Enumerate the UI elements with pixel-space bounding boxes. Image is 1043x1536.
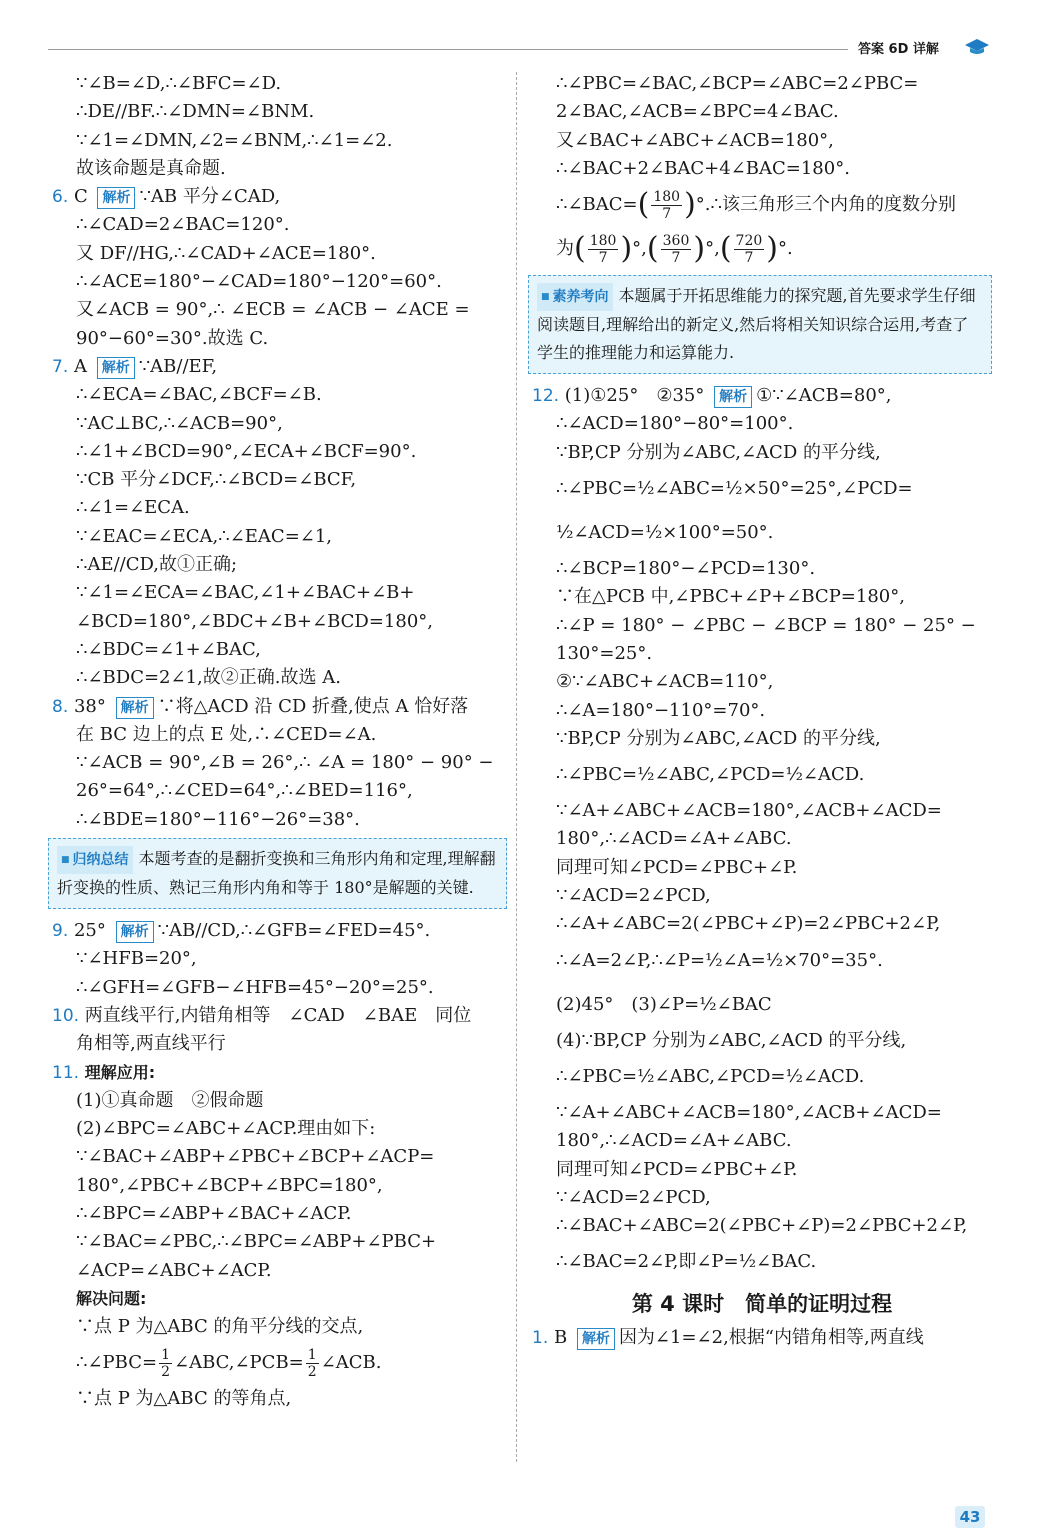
- text-line: 90°−60°=30°.故选 C.: [76, 327, 269, 349]
- text-line: ∴∠BDE=180°−116°−26°=38°.: [76, 808, 360, 830]
- text-line: ∵点 P 为△ABC 的角平分线的交点,: [76, 1316, 364, 1338]
- numerator: 180: [589, 232, 617, 249]
- text-line: 又∠ACB = 90°,∴ ∠ECB = ∠ACB − ∠ACE =: [76, 299, 470, 321]
- text-line: ∴∠PBC=½∠ABC,∠PCD=½∠ACD.: [556, 764, 865, 786]
- text-line: ∵在△PCB 中,∠PBC+∠P+∠BCP=180°,: [556, 586, 905, 608]
- section-label: 理解应用:: [84, 1062, 156, 1082]
- summary-box-text: 本题考查的是翻折变换和三角形内角和定理,理解翻折变换的性质、熟记三角形内角和等于 180°是解题的关键.: [57, 849, 496, 898]
- analysis-tag: 解析: [97, 357, 135, 379]
- question-number: 10.: [52, 1005, 80, 1026]
- answer: B: [553, 1327, 568, 1349]
- analysis-tag: 解析: [714, 386, 752, 408]
- text-segment: ∴∠PBC=: [76, 1352, 158, 1374]
- question-6: [52, 183, 507, 211]
- text-line: ∴∠BDC=2∠1,故②正确.故选 A.: [76, 667, 341, 689]
- text-line: ∴∠BCP=180°−∠PCD=130°.: [556, 558, 816, 580]
- denominator: 2: [161, 1363, 170, 1380]
- text-line: ∵BP,CP 分别为∠ABC,∠ACD 的平分线,: [556, 727, 881, 749]
- text-line: 180°,∴∠ACD=∠A+∠ABC.: [556, 1130, 792, 1152]
- text-line: ①∵∠ACB=80°,: [756, 385, 892, 407]
- text-segment: ∠ACB.: [320, 1352, 382, 1374]
- answer: C: [73, 186, 88, 208]
- question-number: 1.: [532, 1328, 549, 1349]
- question-9: [52, 917, 507, 945]
- page-number: 43: [955, 1506, 985, 1528]
- text-line: ∵AB 平分∠CAD,: [139, 186, 281, 208]
- text-line: ∴∠PBC=∠BAC,∠BCP=∠ABC=2∠PBC=: [556, 73, 919, 94]
- fraction: [661, 233, 692, 266]
- denominator: 2: [307, 1363, 317, 1380]
- text-line: ∴∠ACD=180°−80°=100°.: [556, 413, 794, 435]
- numerator: 360: [662, 232, 690, 249]
- text-line: ∴∠A+∠ABC=2(∠PBC+∠P)=2∠PBC+2∠P,: [556, 913, 941, 935]
- column-divider: [516, 72, 517, 1462]
- text-segment: ∴∠BAC=: [556, 194, 638, 216]
- graduation-cap-icon: [964, 38, 990, 56]
- text-line: ∴∠BAC=2∠P,即∠P=½∠BAC.: [556, 1251, 817, 1273]
- analysis-tag: 解析: [116, 697, 154, 719]
- text-line: 26°=64°,∴∠CED=64°,∴∠BED=116°,: [76, 780, 413, 802]
- question-number: 8.: [52, 696, 69, 717]
- paren: ): [620, 231, 633, 267]
- text-line: ∵AB//EF,: [138, 355, 218, 377]
- numerator: 1: [161, 1346, 170, 1363]
- text-line: 2∠BAC,∠ACB=∠BPC=4∠BAC.: [556, 101, 839, 123]
- text-line: ∵∠BAC=∠PBC,∴∠BPC=∠ABP+∠PBC+: [76, 1231, 437, 1253]
- question-number: 11.: [52, 1062, 80, 1083]
- fraction: [588, 233, 619, 266]
- right-column: [532, 70, 992, 1353]
- header-title: 答案 6D 详解: [858, 42, 939, 57]
- denominator: 7: [671, 249, 681, 266]
- text-line: ∴∠GFH=∠GFB−∠HFB=45°−20°=25°.: [76, 976, 434, 998]
- text-line: 两直线平行,内错角相等 ∠CAD ∠BAE 同位: [84, 1004, 472, 1026]
- analysis-tag: 解析: [577, 1328, 615, 1350]
- text-line: (2)∠BPC=∠ABC+∠ACP.理由如下:: [76, 1118, 376, 1140]
- analysis-tag: 解析: [116, 921, 154, 943]
- text-line: ∵AB//CD,∴∠GFB=∠FED=45°.: [157, 920, 431, 942]
- text-line: ∴∠PBC=½∠ABC=½×50°=25°,∠PCD=: [556, 478, 913, 500]
- text-line: ∴∠BAC+∠ABC=2(∠PBC+∠P)=2∠PBC+2∠P,: [556, 1215, 968, 1237]
- text-line: 又 DF//HG,∴∠CAD+∠ACE=180°.: [76, 242, 376, 264]
- numerator: 180: [653, 188, 681, 205]
- text-line: ∴∠BAC+2∠BAC+4∠BAC=180°.: [556, 157, 850, 179]
- text-line: 同理可知∠PCD=∠PBC+∠P.: [556, 856, 798, 878]
- text-line: ∵∠1=∠ECA=∠BAC,∠1+∠BAC+∠B+: [76, 582, 415, 604]
- text-line: (2)45° (3)∠P=½∠BAC: [556, 993, 772, 1015]
- text-line: ∵AC⊥BC,∴∠ACB=90°,: [76, 412, 283, 434]
- answer: 25°: [73, 920, 106, 942]
- text-line: 同理可知∠PCD=∠PBC+∠P.: [556, 1158, 798, 1180]
- text-segment: ∠ABC,∠PCB=: [173, 1352, 304, 1374]
- text-line: 又∠BAC+∠ABC+∠ACB=180°,: [556, 129, 834, 151]
- text-line: 因为∠1=∠2,根据“内错角相等,两直线: [618, 1327, 924, 1349]
- text-line: ∠BCD=180°,∠BDC+∠B+∠BCD=180°,: [76, 610, 434, 632]
- text-segment: °.∴该三角形三个内角的度数分别: [695, 194, 956, 216]
- paren: ): [693, 231, 706, 267]
- answer: (1)①25° ②35°: [564, 385, 705, 407]
- summary-box: [48, 838, 507, 909]
- text-line: ∴∠A=2∠P,∴∠P=½∠A=½×70°=35°.: [556, 949, 883, 971]
- paren: (: [646, 231, 659, 267]
- question-10: [52, 1002, 507, 1030]
- fraction: [734, 233, 765, 266]
- text-line: 角相等,两直线平行: [76, 1033, 226, 1055]
- text-line: 故该命题是真命题.: [76, 157, 226, 179]
- text-line: (1)①真命题 ②假命题: [76, 1089, 264, 1111]
- text-line: ∵将△ACD 沿 CD 折叠,使点 A 恰好落: [157, 695, 469, 717]
- question-11: [52, 1059, 507, 1087]
- numerator: 720: [735, 232, 763, 249]
- text-line: ∴∠P = 180° − ∠PBC − ∠BCP = 180° − 25° −: [556, 614, 976, 636]
- literacy-box-title: ■ 素养考向: [537, 283, 613, 311]
- text-line: ∵∠1=∠DMN,∠2=∠BNM,∴∠1=∠2.: [76, 129, 393, 151]
- literacy-box: [528, 275, 992, 374]
- text-line: ∴∠1+∠BCD=90°,∠ECA+∠BCF=90°.: [76, 440, 417, 462]
- question-8: [52, 693, 507, 721]
- text-line: ②∵∠ABC+∠ACB=110°,: [556, 671, 774, 693]
- text-line: ∴∠A=180°−110°=70°.: [556, 699, 766, 721]
- text-line: ∵CB 平分∠DCF,∴∠BCD=∠BCF,: [76, 469, 357, 491]
- fraction-line: [52, 1341, 507, 1385]
- text-line: ∵∠EAC=∠ECA,∴∠EAC=∠1,: [76, 525, 333, 547]
- denominator: 7: [744, 249, 754, 266]
- question-number: 7.: [52, 356, 69, 377]
- text-line: ∴∠BDC=∠1+∠BAC,: [76, 638, 261, 660]
- paren: (: [637, 187, 650, 223]
- question-12: [532, 382, 992, 410]
- numerator: 1: [307, 1346, 317, 1363]
- paren: ): [684, 187, 696, 223]
- text-segment: 为: [556, 238, 574, 260]
- text-line: ∵∠ACD=2∠PCD,: [556, 1186, 711, 1208]
- fraction-line: 为( $\frac{180}{7}$ )°,( $\frac{360}{7}$ )°,( $\frac{720}{7}$ )°.: [556, 231, 793, 267]
- text-line: ∴AE//CD,故①正确;: [76, 554, 238, 576]
- paren: (: [574, 231, 586, 267]
- text-line: ∵∠HFB=20°,: [76, 948, 197, 970]
- text-line: ∵∠ACB = 90°,∠B = 26°,∴ ∠A = 180° − 90° −: [76, 752, 494, 774]
- text-line: ∴∠1=∠ECA.: [76, 497, 190, 519]
- denominator: 7: [598, 249, 608, 266]
- answer: A: [73, 355, 87, 377]
- text-line: 在 BC 边上的点 E 处,∴∠CED=∠A.: [76, 723, 377, 745]
- text-line: ∴∠ACE=180°−∠CAD=180°−120°=60°.: [76, 271, 442, 293]
- text-line: (4)∵BP,CP 分别为∠ABC,∠ACD 的平分线,: [556, 1029, 907, 1051]
- text-line: ½∠ACD=½×100°=50°.: [556, 522, 774, 544]
- text-line: 180°,∠PBC+∠BCP+∠BPC=180°,: [76, 1174, 383, 1196]
- question-1: [532, 1324, 992, 1352]
- summary-box-title: ■ 归纳总结: [57, 846, 133, 874]
- text-line: ∵∠A+∠ABC+∠ACB=180°,∠ACB+∠ACD=: [556, 800, 942, 822]
- text-line: ∵∠B=∠D,∴∠BFC=∠D.: [76, 73, 282, 94]
- text-line: ∴∠ECA=∠BAC,∠BCF=∠B.: [76, 384, 322, 406]
- fraction: [159, 1347, 172, 1380]
- left-column: [52, 70, 507, 1414]
- text-line: ∴∠PBC=½∠ABC,∠PCD=½∠ACD.: [556, 1065, 865, 1087]
- fraction: [306, 1347, 319, 1380]
- question-7: [52, 353, 507, 381]
- denominator: 7: [662, 205, 672, 222]
- header-rule: [48, 49, 848, 50]
- text-line: 130°=25°.: [556, 642, 653, 664]
- analysis-tag: 解析: [97, 187, 135, 209]
- paren: (: [719, 231, 732, 267]
- text-line: ∴DE//BF.∴∠DMN=∠BNM.: [76, 101, 315, 123]
- section-label: 解决问题:: [76, 1288, 147, 1308]
- text-line: ∵∠A+∠ABC+∠ACB=180°,∠ACB+∠ACD=: [556, 1101, 942, 1123]
- question-number: 9.: [52, 921, 69, 942]
- text-line: ∵∠BAC+∠ABP+∠PBC+∠BCP+∠ACP=: [76, 1146, 435, 1168]
- text-line: ∵∠ACD=2∠PCD,: [556, 885, 711, 907]
- text-line: ∵BP,CP 分别为∠ABC,∠ACD 的平分线,: [556, 441, 881, 463]
- text-line: ∴∠CAD=2∠BAC=120°.: [76, 214, 290, 236]
- text-line: ∠ACP=∠ABC+∠ACP.: [76, 1259, 272, 1281]
- text-line: ∴∠BPC=∠ABP+∠BAC+∠ACP.: [76, 1202, 352, 1224]
- text-line: ∵点 P 为△ABC 的等角点,: [76, 1388, 292, 1410]
- question-number: 6.: [52, 187, 69, 208]
- question-number: 12.: [532, 386, 560, 407]
- section-heading: 第 4 课时 简单的证明过程: [631, 1292, 893, 1317]
- answer: 38°: [73, 695, 106, 717]
- text-line: 180°,∴∠ACD=∠A+∠ABC.: [556, 828, 792, 850]
- fraction-line: [532, 183, 992, 227]
- fraction: [651, 189, 682, 222]
- paren: ): [766, 231, 778, 267]
- literacy-box-text: 本题属于开拓思维能力的探究题,首先要求学生仔细阅读题目,理解给出的新定义,然后将相关知识综合运用,考查了学生的推理能力和运算能力.: [537, 286, 976, 363]
